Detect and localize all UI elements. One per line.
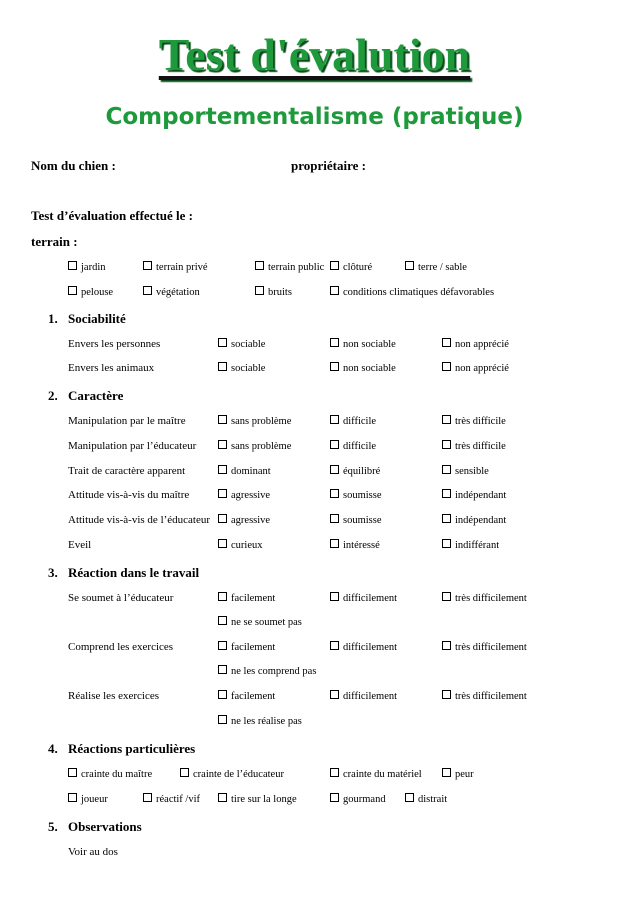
- reaction-option[interactable]: gourmand: [330, 793, 386, 805]
- row-label: Envers les personnes: [68, 338, 161, 350]
- option-checkbox[interactable]: ne se soumet pas: [218, 616, 302, 628]
- checkbox-icon: [330, 440, 339, 449]
- checkbox-icon: [218, 616, 227, 625]
- reaction-option[interactable]: peur: [442, 768, 474, 780]
- section-number: 4.: [48, 741, 58, 756]
- option-checkbox[interactable]: équilibré: [330, 465, 380, 477]
- checkbox-icon: [218, 440, 227, 449]
- option-checkbox[interactable]: indépendant: [442, 489, 506, 501]
- option-checkbox[interactable]: non apprécié: [442, 338, 509, 350]
- option-checkbox[interactable]: sensible: [442, 465, 489, 477]
- checkbox-icon: [442, 415, 451, 424]
- checkbox-icon: [330, 793, 339, 802]
- checkbox-icon: [330, 415, 339, 424]
- checkbox-icon: [218, 592, 227, 601]
- option-checkbox[interactable]: agressive: [218, 514, 270, 526]
- row-label: Trait de caractère apparent: [68, 465, 186, 477]
- checkbox-icon: [143, 286, 152, 295]
- terrain-option[interactable]: végétation: [143, 286, 200, 298]
- page-subtitle: Comportementalisme (pratique): [105, 104, 524, 130]
- section-title: Caractère: [68, 388, 124, 403]
- terrain-option[interactable]: terrain public: [255, 261, 324, 273]
- terrain-option[interactable]: clôturé: [330, 261, 372, 273]
- checkbox-icon: [143, 261, 152, 270]
- checkbox-icon: [218, 489, 227, 498]
- row-label: Réalise les exercices: [68, 690, 160, 702]
- option-checkbox[interactable]: sans problème: [218, 440, 291, 452]
- option-checkbox[interactable]: non apprécié: [442, 362, 509, 374]
- option-checkbox[interactable]: très difficile: [442, 415, 506, 427]
- option-checkbox[interactable]: très difficilement: [442, 641, 527, 653]
- checkbox-icon: [405, 261, 414, 270]
- row-label: Se soumet à l’éducateur: [68, 592, 174, 604]
- option-checkbox[interactable]: non sociable: [330, 338, 396, 350]
- terrain-option[interactable]: pelouse: [68, 286, 113, 298]
- option-checkbox[interactable]: très difficilement: [442, 690, 527, 702]
- option-checkbox[interactable]: indifférant: [442, 539, 499, 551]
- option-checkbox[interactable]: curieux: [218, 539, 263, 551]
- checkbox-icon: [218, 338, 227, 347]
- terrain-option[interactable]: terrain privé: [143, 261, 208, 273]
- section-number: 5.: [48, 819, 58, 834]
- reaction-option[interactable]: tire sur la longe: [218, 793, 297, 805]
- checkbox-icon: [330, 465, 339, 474]
- reaction-option[interactable]: crainte du matériel: [330, 768, 422, 780]
- checkbox-icon: [330, 362, 339, 371]
- option-checkbox[interactable]: sociable: [218, 338, 265, 350]
- checkbox-icon: [442, 514, 451, 523]
- option-checkbox[interactable]: sociable: [218, 362, 265, 374]
- checkbox-icon: [442, 440, 451, 449]
- row-label: Envers les animaux: [68, 362, 155, 374]
- reaction-option[interactable]: joueur: [68, 793, 108, 805]
- option-checkbox[interactable]: agressive: [218, 489, 270, 501]
- checkbox-icon: [218, 465, 227, 474]
- option-checkbox[interactable]: non sociable: [330, 362, 396, 374]
- owner-label: propriétaire :: [291, 158, 366, 173]
- checkbox-icon: [218, 641, 227, 650]
- checkbox-icon: [143, 793, 152, 802]
- checkbox-icon: [218, 715, 227, 724]
- checkbox-icon: [330, 592, 339, 601]
- checkbox-icon: [405, 793, 414, 802]
- checkbox-icon: [218, 793, 227, 802]
- section-title: Réaction dans le travail: [68, 565, 200, 580]
- option-checkbox[interactable]: difficilement: [330, 690, 397, 702]
- page-title: Test d'évalution: [158, 29, 471, 80]
- checkbox-icon: [255, 286, 264, 295]
- option-checkbox[interactable]: indépendant: [442, 514, 506, 526]
- option-checkbox[interactable]: ne les comprend pas: [218, 665, 316, 677]
- option-checkbox[interactable]: dominant: [218, 465, 271, 477]
- checkbox-icon: [68, 261, 77, 270]
- option-checkbox[interactable]: soumisse: [330, 514, 382, 526]
- option-checkbox[interactable]: ne les réalise pas: [218, 715, 302, 727]
- option-checkbox[interactable]: difficilement: [330, 641, 397, 653]
- terrain-option[interactable]: jardin: [68, 261, 106, 273]
- row-label: Eveil: [68, 539, 92, 551]
- option-checkbox[interactable]: difficile: [330, 415, 376, 427]
- reaction-option[interactable]: crainte du maître: [68, 768, 152, 780]
- checkbox-icon: [218, 362, 227, 371]
- section-number: 2.: [48, 388, 58, 403]
- option-checkbox[interactable]: très difficile: [442, 440, 506, 452]
- option-checkbox[interactable]: intéressé: [330, 539, 380, 551]
- option-checkbox[interactable]: soumisse: [330, 489, 382, 501]
- checkbox-icon: [218, 514, 227, 523]
- checkbox-icon: [330, 768, 339, 777]
- checkbox-icon: [218, 539, 227, 548]
- terrain-option[interactable]: conditions climatiques défavorables: [330, 286, 494, 298]
- checkbox-icon: [442, 362, 451, 371]
- option-checkbox[interactable]: difficilement: [330, 592, 397, 604]
- row-label: Manipulation par le maître: [68, 415, 186, 427]
- checkbox-icon: [330, 338, 339, 347]
- checkbox-icon: [330, 514, 339, 523]
- reaction-option[interactable]: réactif /vif: [143, 793, 200, 805]
- terrain-label: terrain :: [31, 234, 78, 249]
- option-checkbox[interactable]: très difficilement: [442, 592, 527, 604]
- row-label: Comprend les exercices: [68, 641, 174, 653]
- reaction-option[interactable]: distrait: [405, 793, 447, 805]
- option-checkbox[interactable]: sans problème: [218, 415, 291, 427]
- section-title: Sociabilité: [68, 311, 126, 326]
- checkbox-icon: [442, 489, 451, 498]
- checkbox-icon: [218, 690, 227, 699]
- observations-text: Voir au dos: [68, 846, 118, 858]
- section-title: Observations: [68, 819, 142, 834]
- checkbox-icon: [68, 768, 77, 777]
- checkbox-icon: [442, 592, 451, 601]
- checkbox-icon: [255, 261, 264, 270]
- option-checkbox[interactable]: facilement: [218, 641, 275, 653]
- reaction-option[interactable]: crainte de l’éducateur: [180, 768, 284, 780]
- checkbox-icon: [180, 768, 189, 777]
- checkbox-icon: [330, 489, 339, 498]
- row-label: Attitude vis-à-vis du maître: [68, 489, 190, 501]
- section-title: Réactions particulières: [68, 741, 196, 756]
- checkbox-icon: [330, 286, 339, 295]
- option-checkbox[interactable]: difficile: [330, 440, 376, 452]
- checkbox-icon: [442, 768, 451, 777]
- terrain-option[interactable]: terre / sable: [405, 261, 467, 273]
- terrain-option[interactable]: bruits: [255, 286, 292, 298]
- section-number: 1.: [48, 311, 58, 326]
- checkbox-icon: [442, 641, 451, 650]
- checkbox-icon: [330, 539, 339, 548]
- option-checkbox[interactable]: facilement: [218, 690, 275, 702]
- row-label: Manipulation par l’éducateur: [68, 440, 197, 452]
- option-checkbox[interactable]: facilement: [218, 592, 275, 604]
- section-number: 3.: [48, 565, 58, 580]
- checkbox-icon: [68, 286, 77, 295]
- dog-name-label: Nom du chien :: [31, 158, 116, 173]
- checkbox-icon: [218, 665, 227, 674]
- checkbox-icon: [330, 261, 339, 270]
- checkbox-icon: [442, 465, 451, 474]
- checkbox-icon: [330, 641, 339, 650]
- row-label: Attitude vis-à-vis de l’éducateur: [68, 514, 211, 526]
- checkbox-icon: [442, 539, 451, 548]
- checkbox-icon: [442, 338, 451, 347]
- date-label: Test d’évaluation effectué le :: [31, 208, 193, 223]
- checkbox-icon: [218, 415, 227, 424]
- checkbox-icon: [442, 690, 451, 699]
- checkbox-icon: [68, 793, 77, 802]
- checkbox-icon: [330, 690, 339, 699]
